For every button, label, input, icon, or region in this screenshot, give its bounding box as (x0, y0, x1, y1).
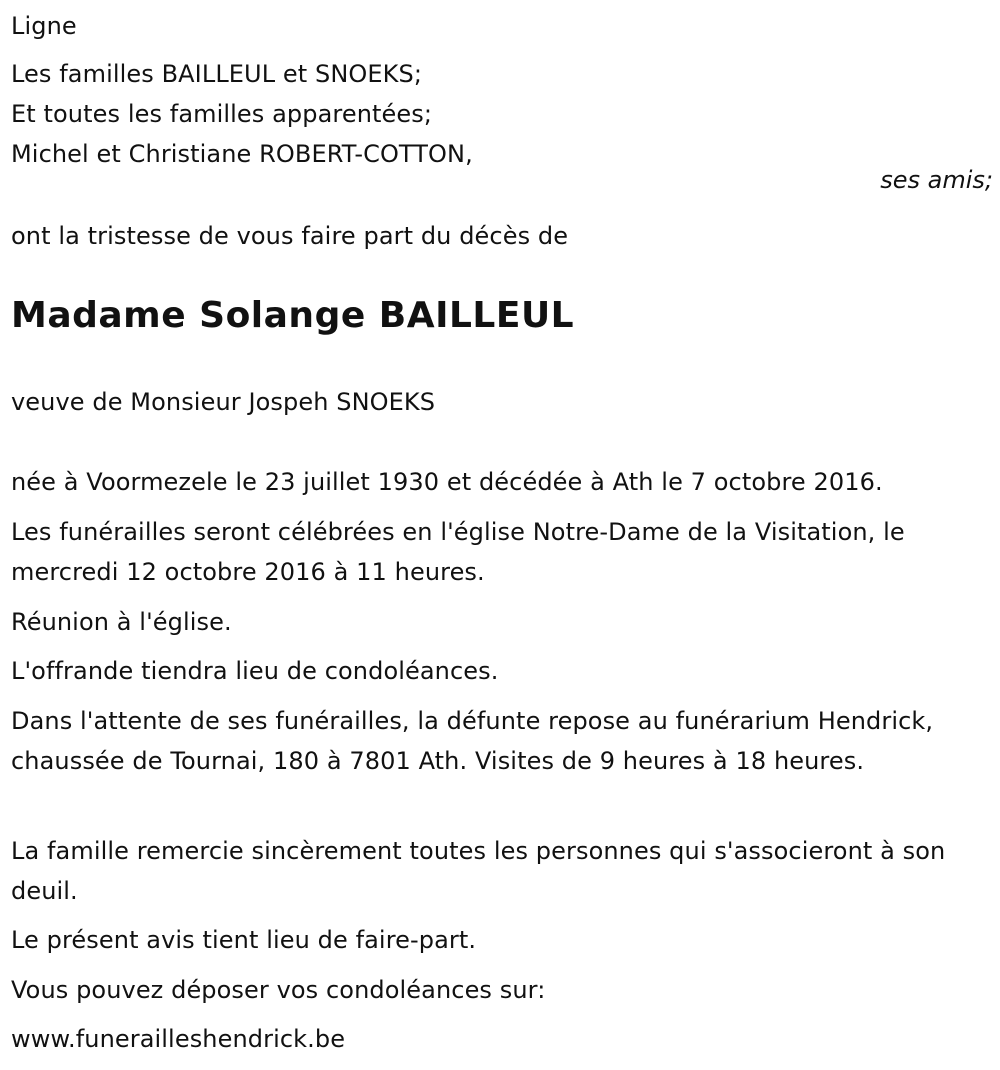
website-link[interactable]: www.funerailleshendrick.be (11, 1025, 346, 1053)
intro-text: ont la tristesse de vous faire part du décès de (11, 222, 569, 250)
birth-death-text: née à Voormezele le 23 juillet 1930 et décédée à Ath le 7 octobre 2016. (11, 468, 883, 496)
thanks-text: La famille remercie sincèrement toutes les personnes qui s'associeront à son deuil. (11, 837, 946, 905)
friends-line: ses amis; (880, 166, 993, 194)
funeral-text: Les funérailles seront célébrées en l'église Notre-Dame de la Visitation, le mercredi 12 octobre 2016 à 11 heures. (11, 518, 905, 586)
family-line: Les familles BAILLEUL et SNOEKS; (11, 60, 423, 88)
condolences-prompt: Vous pouvez déposer vos condoléances sur: (11, 976, 546, 1004)
deceased-name: Madame Solange BAILLEUL (11, 295, 575, 336)
notice-header: Ligne (11, 12, 77, 40)
family-line: Michel et Christiane ROBERT-COTTON, (11, 140, 473, 168)
meeting-text: Réunion à l'église. (11, 608, 232, 636)
family-line: Et toutes les familles apparentées; (11, 100, 433, 128)
wake-text: Dans l'attente de ses funérailles, la défunte repose au funérarium Hendrick, chaussée de Tournai, 180 à 7801 Ath. Visites de 9 heures à 18 heures. (11, 707, 934, 775)
spouse-text: veuve de Monsieur Jospeh SNOEKS (11, 388, 436, 416)
offering-text: L'offrande tiendra lieu de condoléances. (11, 657, 499, 685)
notice-note: Le présent avis tient lieu de faire-part. (11, 926, 477, 954)
